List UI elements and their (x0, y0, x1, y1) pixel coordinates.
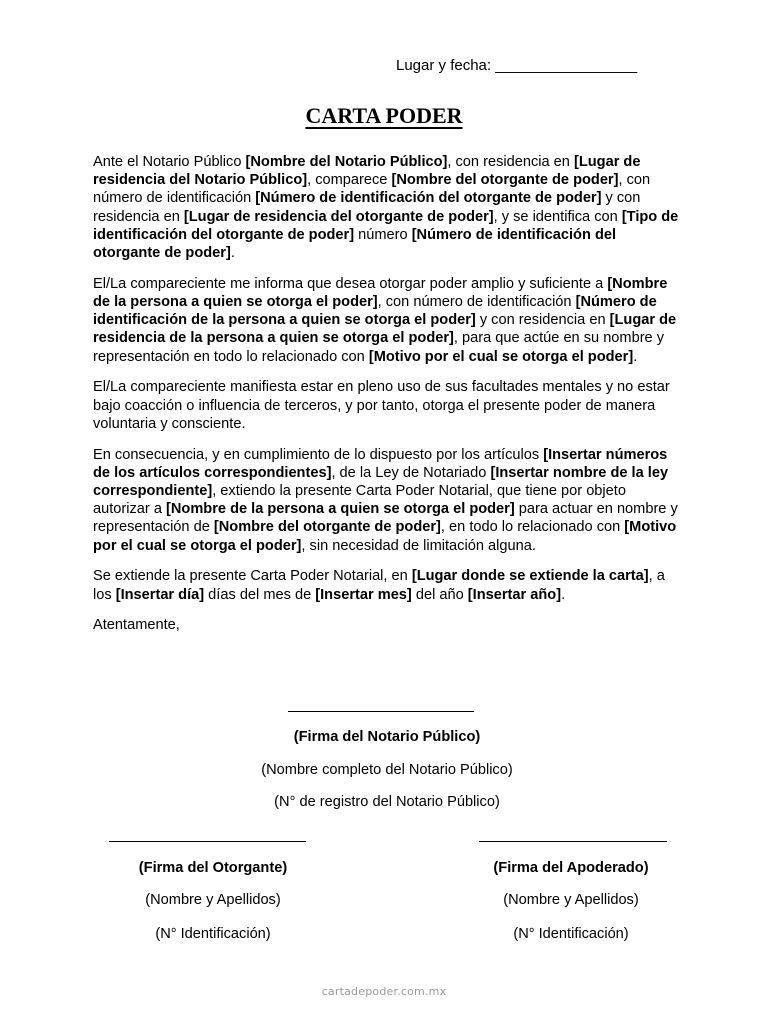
paragraph-text: , sin necesidad de limitación alguna. (301, 537, 536, 554)
placeholder-field: [Motivo por el cual se otorga el poder] (368, 348, 634, 365)
paragraph-legal-basis (93, 446, 683, 555)
document-title (0, 102, 768, 130)
placeholder-field: [Insertar día] (115, 586, 205, 603)
notary-signature-line (288, 711, 474, 712)
paragraph-text: , y se identifica con (493, 208, 622, 225)
document-body (93, 153, 683, 647)
document-title-text: CARTA PODER (305, 103, 463, 128)
placeholder-field: [Lugar de residencia del otorgante de poder] (183, 208, 494, 225)
placeholder-field: [Lugar donde se extiende la carta] (411, 568, 649, 585)
placeholder-field: [Número de identificación de la persona a quien se otorga el poder] (93, 294, 657, 329)
paragraph-text: , a los (93, 568, 665, 603)
paragraph-text: y con residencia en (475, 312, 610, 329)
paragraph-text: para actuar en nombre y representación de (93, 501, 678, 536)
grantor-name: (Nombre y Apellidos) (145, 892, 281, 908)
placeholder-field: [Número de identificación del otorgante de poder] (93, 226, 617, 262)
paragraph-text: , comparece (307, 172, 392, 189)
placeholder-field: [Insertar números de los artículos correspondientes] (93, 446, 668, 481)
paragraph-text: El/La compareciente me informa que desea otorgar poder amplio y suficiente a (93, 275, 608, 292)
paragraph-text: Atentamente, (93, 617, 180, 634)
grantor-signature-label: (Firma del Otorgante) (138, 860, 288, 876)
placeholder-field: [Motivo por el cual se otorga el poder] (93, 519, 677, 554)
grantor-id: (N° Identificación) (155, 926, 271, 942)
notary-full-name: (Nombre completo del Notario Público) (261, 762, 513, 778)
placeholder-field: [Insertar nombre de la ley correspondiente] (93, 464, 669, 500)
paragraph-text: número (354, 226, 412, 243)
paragraph-power-granted (93, 275, 683, 366)
place-date-field: Lugar y fecha: _________________ (396, 57, 638, 74)
paragraph-text: , con residencia en (447, 154, 574, 170)
paragraph-text: . (230, 245, 235, 262)
paragraph-mental-capacity (93, 378, 683, 433)
paragraph-text: del año (411, 586, 468, 603)
notary-signature-label: (Firma del Notario Público) (293, 729, 481, 745)
paragraph-text: . (633, 348, 638, 365)
paragraph-text: En consecuencia, y en cumplimiento de lo dispuesto por los artículos (93, 446, 544, 463)
placeholder-field: [Nombre del otorgante de poder] (213, 519, 441, 536)
paragraph-text: , con número de identificación (377, 294, 576, 311)
paragraph-text: El/La compareciente manifiesta estar en pleno uso de sus facultades mentales y no estar bajo coacción o influencia de terceros, y por tanto, otorga el presente poder de manera voluntaria y consciente. (93, 379, 670, 432)
placeholder-field: [Insertar año] (467, 586, 562, 603)
placeholder-field: [Nombre del Notario Público] (245, 154, 448, 170)
website-watermark: cartadepoder.com.mx (321, 985, 447, 998)
grantor-signature-line (109, 841, 306, 842)
placeholder-field: [Nombre de la persona a quien se otorga el poder] (166, 501, 515, 518)
paragraph-text: , de la Ley de Notariado (331, 464, 491, 481)
paragraph-text: , extiendo la presente Carta Poder Notarial, que tiene por objeto autorizar a (93, 483, 626, 518)
paragraph-text: Se extiende la presente Carta Poder Notarial, en (93, 568, 412, 585)
paragraph-text: Ante el Notario Público (93, 154, 246, 170)
notary-registry-number: (N° de registro del Notario Público) (274, 794, 500, 810)
attorney-signature-line (479, 841, 667, 842)
attorney-id: (N° Identificación) (513, 926, 629, 942)
paragraph-closing (93, 616, 683, 634)
placeholder-field: [Nombre de la persona a quien se otorga el poder] (93, 275, 668, 311)
paragraph-issuance (93, 567, 683, 603)
attorney-signature-label: (Firma del Apoderado) (493, 860, 649, 876)
placeholder-field: [Lugar de residencia del Notario Público] (93, 154, 641, 189)
placeholder-field: [Lugar de residencia de la persona a quien se otorga el poder] (93, 312, 677, 347)
paragraph-text: , en todo lo relacionado con (440, 519, 625, 536)
placeholder-field: [Tipo de identificación del otorgante de poder] (93, 208, 679, 243)
placeholder-field: [Insertar mes] (315, 586, 412, 603)
paragraph-appearance (93, 153, 683, 262)
paragraph-text: , con número de identificación (93, 172, 651, 207)
placeholder-field: [Nombre del otorgante de poder] (391, 172, 619, 189)
paragraph-text: . (561, 586, 566, 603)
paragraph-text: días del mes de (204, 586, 316, 603)
placeholder-field: [Número de identificación del otorgante de poder] (255, 190, 602, 207)
paragraph-text: , para que actúe en su nombre y representación en todo lo relacionado con (93, 330, 665, 365)
paragraph-text: y con residencia en (93, 190, 641, 225)
attorney-name: (Nombre y Apellidos) (503, 892, 639, 908)
